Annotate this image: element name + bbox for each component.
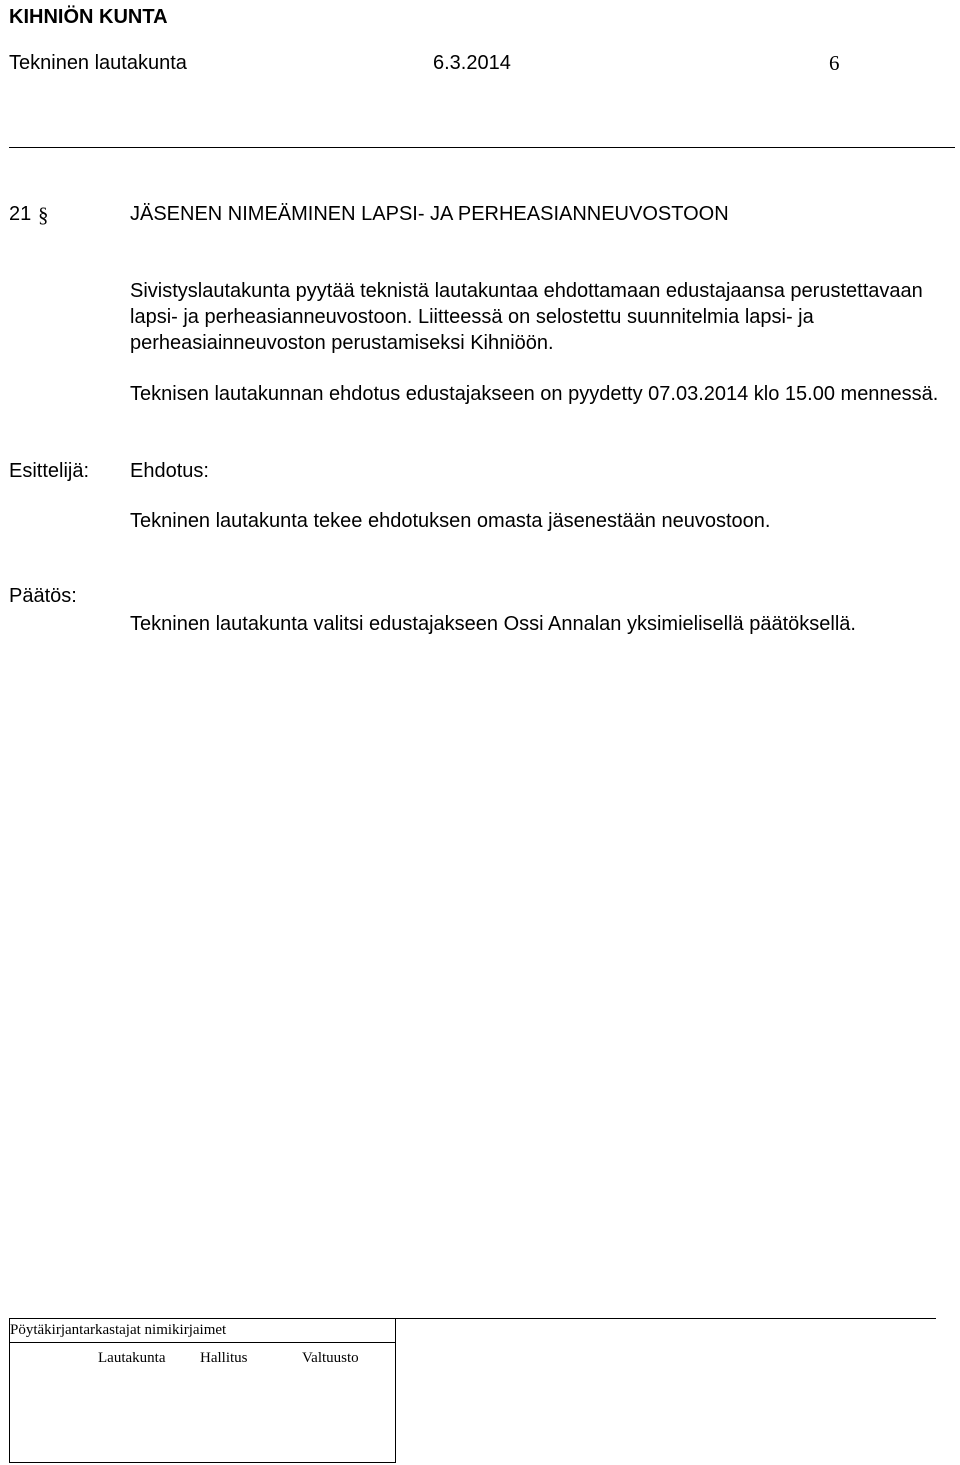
signature-column-lautakunta: Lautakunta bbox=[98, 1350, 166, 1366]
section-title: JÄSENEN NIMEÄMINEN LAPSI- JA PERHEASIANNEUVOSTOON bbox=[130, 203, 729, 225]
signature-column-hallitus: Hallitus bbox=[200, 1350, 248, 1366]
signature-box bbox=[9, 1318, 396, 1463]
section-symbol: § bbox=[38, 203, 49, 227]
signature-column-valtuusto: Valtuusto bbox=[302, 1350, 359, 1366]
signature-box-divider bbox=[10, 1342, 395, 1343]
committee-name: Tekninen lautakunta bbox=[9, 52, 187, 74]
meeting-date: 6.3.2014 bbox=[433, 52, 511, 74]
deadline-paragraph: Teknisen lautakunnan ehdotus edustajakseen on pyydetty 07.03.2014 klo 15.00 mennessä. bbox=[130, 383, 939, 405]
proposal-label: Ehdotus: bbox=[130, 460, 209, 482]
decision-label: Päätös: bbox=[9, 585, 77, 607]
footer-top-rule bbox=[396, 1318, 936, 1319]
proposal-text: Tekninen lautakunta tekee ehdotuksen omasta jäsenestään neuvostoon. bbox=[130, 510, 771, 532]
signatures-label: Pöytäkirjantarkastajat nimikirjaimet bbox=[10, 1322, 227, 1338]
presenter-label: Esittelijä: bbox=[9, 460, 90, 482]
header-divider bbox=[9, 147, 955, 148]
page-number: 6 bbox=[829, 51, 840, 75]
section-number: 21 bbox=[9, 203, 32, 225]
background-paragraph: Sivistyslautakunta pyytää teknistä lautakuntaa ehdottamaan edustajaansa perustettavaan lapsi- ja perheasianneuvostoon. Liitteessä on selostettu suunnitelmia lapsi- ja perheasiainneuvoston perustamiseksi Kihniöön. bbox=[130, 280, 923, 354]
municipality-name: KIHNIÖN KUNTA bbox=[9, 6, 168, 28]
decision-text: Tekninen lautakunta valitsi edustajakseen Ossi Annalan yksimielisellä päätöksellä. bbox=[130, 613, 856, 635]
